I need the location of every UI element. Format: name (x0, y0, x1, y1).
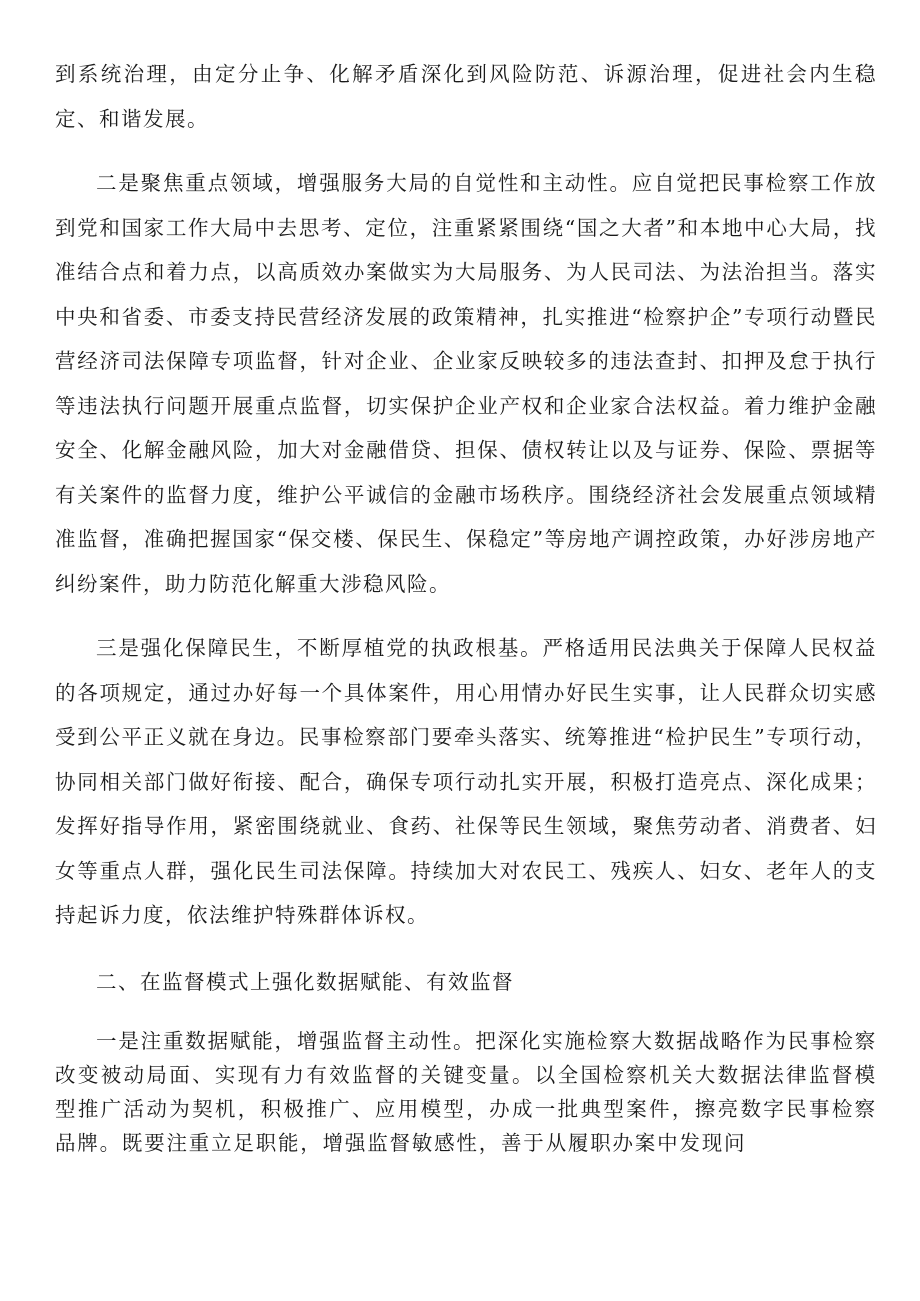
point-two-paragraph: 二是聚焦重点领域，增强服务大局的自觉性和主动性。应自觉把民事检察工作放到党和国家工作大局中去思考、定位，注重紧紧围绕“国之大者”和本地中心大局，找准结合点和着力点，以高质效办案做实为大局服务、为人民司法、为法治担当。落实中央和省委、市委支持民营经济发展的政策精神，扎实推进“检察护企”专项行动暨民营经济司法保障专项监督，针对企业、企业家反映较多的违法查封、扣押及怠于执行等违法执行问题开展重点监督，切实保护企业产权和企业家合法权益。着力维护金融安全、化解金融风险，加大对金融借贷、担保、债权转让以及与证券、保险、票据等有关案件的监督力度，维护公平诚信的金融市场秩序。围绕经济社会发展重点领域精准监督，准确把握国家“保交楼、保民生、保稳定”等房地产调控政策，办好涉房地产纠纷案件，助力防范化解重大涉稳风险。 (55, 171, 877, 596)
section-two-heading: 二、在监督模式上强化数据赋能、有效监督 (96, 969, 514, 994)
document-page (55, 52, 877, 1160)
continuation-paragraph: 到系统治理，由定分止争、化解矛盾深化到风险防范、诉源治理，促进社会内生稳定、和谐发展。 (55, 62, 877, 131)
data-empowerment-paragraph: 一是注重数据赋能，增强监督主动性。把深化实施检察大数据战略作为民事检察改变被动局面、实现有力有效监督的关键变量。以全国检察机关大数据法律监督模型推广活动为契机，积极推广、应用模型，办成一批典型案件，擦亮数字民事检察品牌。既要注重立足职能，增强监督敏感性，善于从履职办案中发现问 (55, 1029, 877, 1155)
point-three-paragraph: 三是强化保障民生，不断厚植党的执政根基。严格适用民法典关于保障人民权益的各项规定，通过办好每一个具体案件，用心用情办好民生实事，让人民群众切实感受到公平正义就在身边。民事检察部门要牵头落实、统筹推进“检护民生”专项行动，协同相关部门做好衔接、配合，确保专项行动扎实开展，积极打造亮点、深化成果；发挥好指导作用，紧密围绕就业、食药、社保等民生领域，聚焦劳动者、消费者、妇女等重点人群，强化民生司法保障。持续加大对农民工、残疾人、妇女、老年人的支持起诉力度，依法维护特殊群体诉权。 (55, 636, 877, 927)
